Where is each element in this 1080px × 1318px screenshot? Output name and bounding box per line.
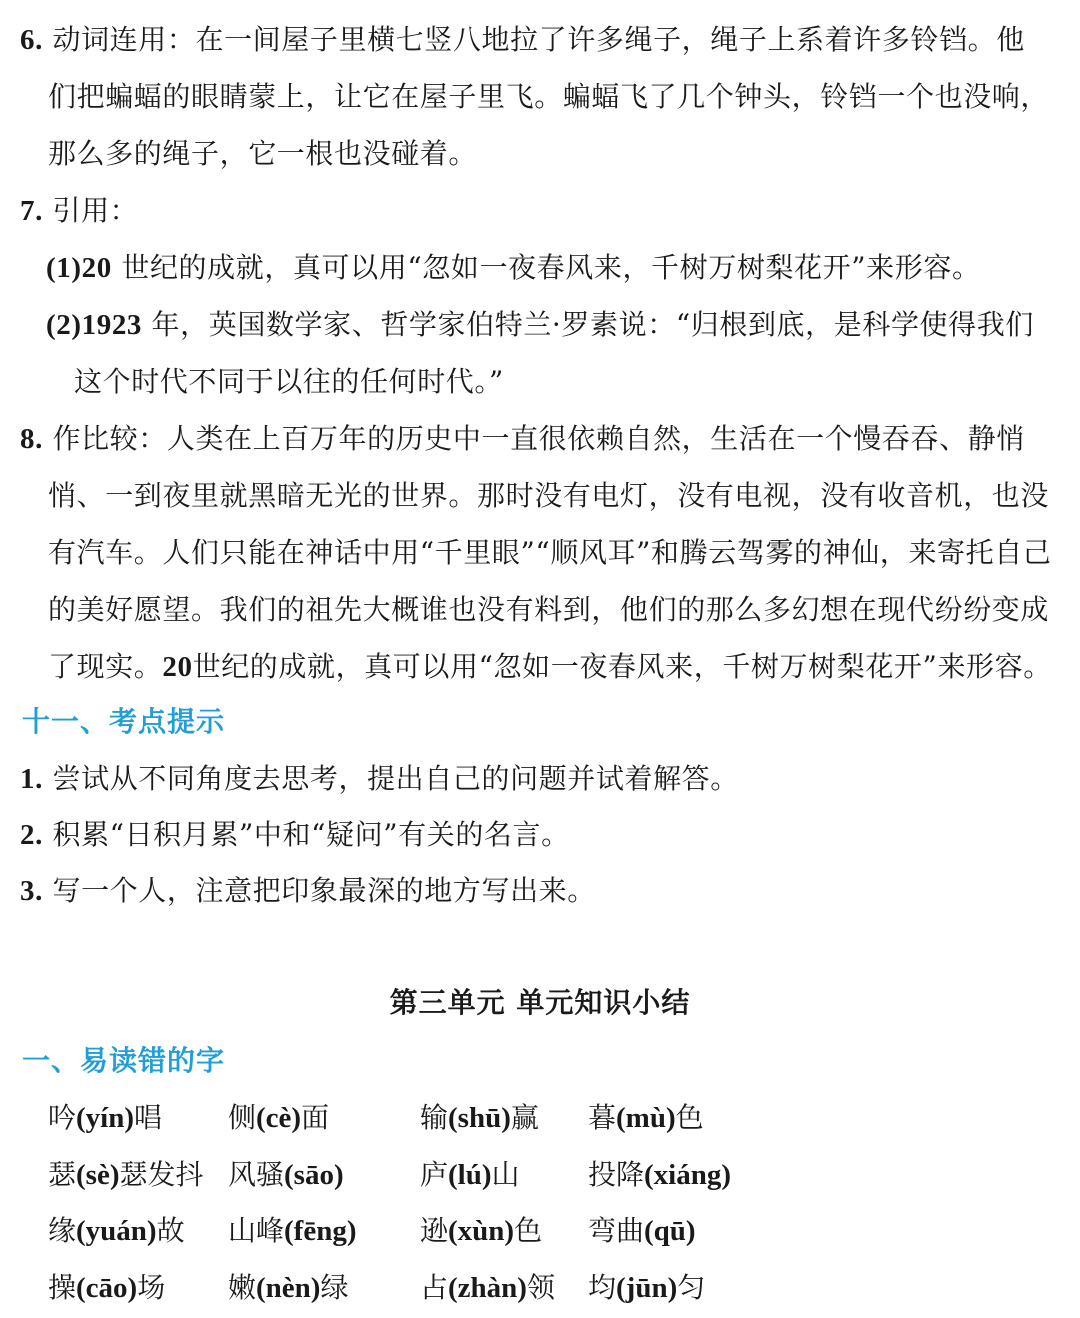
unit-3-title: 第三单元 单元知识小结 (389, 986, 691, 1019)
point-2-number: 2. (20, 819, 43, 851)
unit-3-section-1-heading: 一、易读错的字 (22, 1044, 226, 1077)
item-7-sub-1-number: (1)20 (46, 252, 112, 284)
item-7-sub-2-number: (2)1923 (46, 309, 143, 341)
word-item: 侧(cè)面 (228, 1101, 330, 1134)
word-item: 操(cāo)场 (48, 1271, 166, 1304)
item-8-line-3: 有汽车。人们只能在神话中用“千里眼”“顺风耳”和腾云驾雾的神仙，来寄托自己 (48, 536, 1052, 569)
item-8-number: 8. (20, 423, 43, 455)
word-item: 输(shū)赢 (420, 1101, 539, 1134)
word-item: 投降(xiáng) (588, 1158, 732, 1191)
item-6-line-2: 们把蝙蝠的眼睛蒙上，让它在屋子里飞。蝙蝠飞了几个钟头，铃铛一个也没响， (48, 80, 1050, 113)
item-8-last-post: 世纪的成就，真可以用“忽如一夜春风来，千树万树梨花开”来形容。 (192, 650, 1052, 683)
word-item: 逊(xùn)色 (420, 1214, 543, 1247)
word-item: 弯曲(qū) (588, 1214, 696, 1247)
word-item: 瑟(sè)瑟发抖 (48, 1158, 204, 1191)
item-8-last-number: 20 (162, 651, 193, 683)
section-11-heading: 十一、考点提示 (22, 705, 226, 738)
word-item: 风骚(sāo) (228, 1158, 344, 1191)
word-item: 山峰(fēng) (228, 1214, 357, 1247)
item-7-sub-2-continued: 这个时代不同于以往的任何时代。” (74, 365, 504, 398)
point-3 (20, 871, 596, 911)
item-7-label: 引用： (52, 194, 139, 227)
word-item: 缘(yuán)故 (48, 1214, 185, 1247)
item-8-line-4: 的美好愿望。我们的祖先大概谁也没有料到，他们的那么多幻想在现代纷纷变成 (48, 593, 1050, 626)
item-6-line-3: 那么多的绳子，它一根也没碰着。 (48, 137, 478, 170)
item-7-line (20, 191, 138, 231)
item-7-sub-1 (46, 248, 981, 288)
point-2-text: 积累“日积月累”中和“疑问”有关的名言。 (52, 818, 570, 851)
item-7-sub-2-text: 年，英国数学家、哲学家伯特兰·罗素说：“归根到底，是科学使得我们 (151, 308, 1034, 341)
item-8-line-1 (20, 419, 1025, 459)
point-3-number: 3. (20, 875, 43, 907)
word-item: 占(zhàn)领 (420, 1271, 555, 1304)
item-6-line-1 (20, 20, 1025, 60)
item-8-line-2: 悄、一到夜里就黑暗无光的世界。那时没有电灯，没有电视，没有收音机，也没 (48, 479, 1050, 512)
item-6-text-1: 动词连用：在一间屋子里横七竖八地拉了许多绳子，绳子上系着许多铃铛。他 (52, 23, 1025, 56)
point-2 (20, 815, 570, 855)
item-7-sub-1-text: 世纪的成就，真可以用“忽如一夜春风来，千树万树梨花开”来形容。 (121, 251, 981, 284)
item-6-number: 6. (20, 24, 43, 56)
item-8-line-5 (48, 647, 1052, 687)
word-item: 庐(lú)山 (420, 1158, 520, 1191)
word-item: 嫩(nèn)绿 (228, 1271, 349, 1304)
item-7-sub-2 (46, 305, 1034, 345)
point-3-text: 写一个人，注意把印象最深的地方写出来。 (52, 874, 596, 907)
item-7-number: 7. (20, 195, 43, 227)
word-item: 吟(yín)唱 (48, 1101, 163, 1134)
point-1 (20, 759, 739, 799)
item-8-text-1: 作比较：人类在上百万年的历史中一直很依赖自然，生活在一个慢吞吞、静悄 (52, 422, 1025, 455)
word-item: 暮(mù)色 (588, 1101, 704, 1134)
point-1-number: 1. (20, 763, 43, 795)
point-1-text: 尝试从不同角度去思考，提出自己的问题并试着解答。 (52, 762, 739, 795)
word-item: 均(jūn)匀 (588, 1271, 706, 1304)
item-8-last-pre: 了现实。 (48, 650, 163, 683)
